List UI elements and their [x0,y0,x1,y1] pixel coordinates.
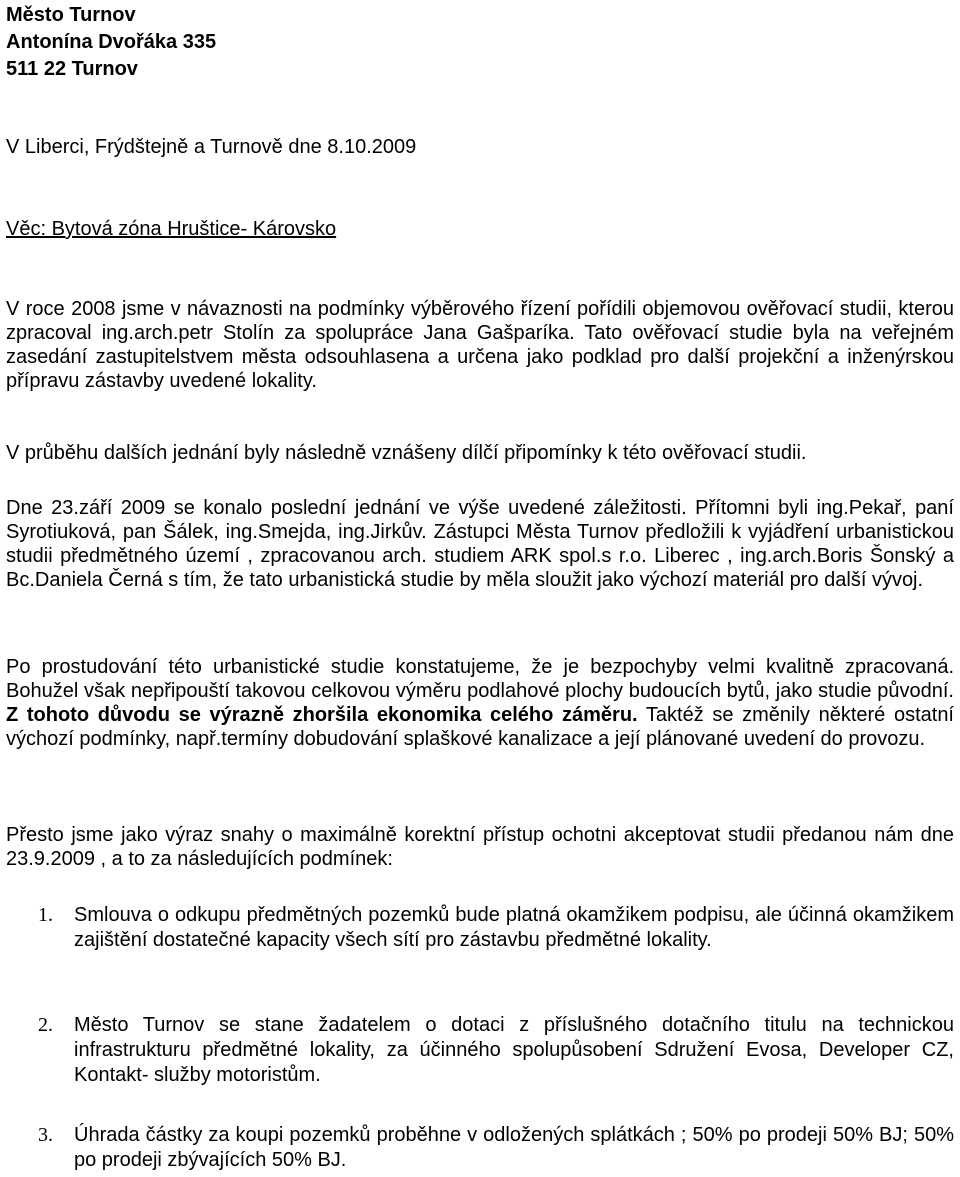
condition-item-2 [38,1013,954,1093]
condition-number: 2. [38,1014,53,1036]
sender-street: Antonína Dvořáka 335 [6,31,217,53]
assessment-text-end: Taktéž se změnily některé ostatní výchozí podmínky, např.termíny dobudování splaškové kanalizace a její plánované uvedení do provozu. [6,704,954,750]
date-line: V Liberci, Frýdštejně a Turnově dne 8.10.2009 [6,136,417,158]
sender-city: 511 22 Turnov [6,58,138,80]
subject-line: Věc: Bytová zóna Hruštice- Károvsko [6,218,337,240]
condition-number: 1. [38,904,53,926]
sender-name: Město Turnov [6,4,136,26]
assessment-text-start: Po prostudování této urbanistické studie konstatujeme, že je bezpochyby velmi kvalitně zpracovaná. Bohužel však nepřipouští takovou celkovou výměru podlahové plochy budoucích bytů, jako studie původní. [6,656,954,702]
condition-text: Smlouva o odkupu předmětných pozemků bude platná okamžikem podpisu, ale účinná okamžikem zajištění dostatečné kapacity všech sítí pro zástavbu předmětné lokality. [74,904,954,951]
condition-text: Úhrada částky za koupi pozemků proběhne v odložených splátkách ; 50% po prodeji 50% BJ; 50% po prodeji zbývajících 50% BJ. [74,1124,954,1171]
assessment-emphasis: Z tohoto důvodu se výrazně zhoršila ekonomika celého záměru. [6,704,638,726]
paragraph-meeting: Dne 23.září 2009 se konalo poslední jednání ve výše uvedené záležitosti. Přítomni byli ing.Pekař, paní Syrotiuková, pan Šálek, ing.Smejda, ing.Jirkův. Zástupci Města Turnov předložili k vyjádření urbanistickou studii předmětného území , zpracovanou arch. studiem ARK spol.s r.o. Liberec , ing.arch.Boris Šonský a Bc.Daniela Černá s tím, že tato urbanistická studie by měla sloužit jako výchozí materiál pro další vývoj. [6,497,954,591]
paragraph-assessment [6,655,954,751]
paragraph-acceptance: Přesto jsme jako výraz snahy o maximálně korektní přístup ochotni akceptovat studii předanou nám dne 23.9.2009 , a to za následujících podmínek: [6,824,954,870]
condition-item-1 [38,903,954,983]
condition-number: 3. [38,1124,53,1146]
paragraph-intro: V roce 2008 jsme v návaznosti na podmínky výběrového řízení pořídili objemovou ověřovací studii, kterou zpracoval ing.arch.petr Stolín za spolupráce Jana Gašparíka. Tato ověřovací studie byla na veřejném zasedání zastupitelstvem města odsouhlasena a určena jako podklad pro další projekční a inženýrskou přípravu zástavby uvedené lokality. [6,298,954,392]
condition-text: Město Turnov se stane žadatelem o dotaci z příslušného dotačního titulu na technickou infrastrukturu předmětné lokality, za účinného spolupůsobení Sdružení Evosa, Developer CZ, Kontakt- služby motoristům. [74,1014,954,1086]
paragraph-comments: V průběhu dalších jednání byly následně vznášeny dílčí připomínky k této ověřovací studii. [6,442,807,464]
sender-address [6,2,216,83]
condition-item-3 [38,1123,954,1175]
